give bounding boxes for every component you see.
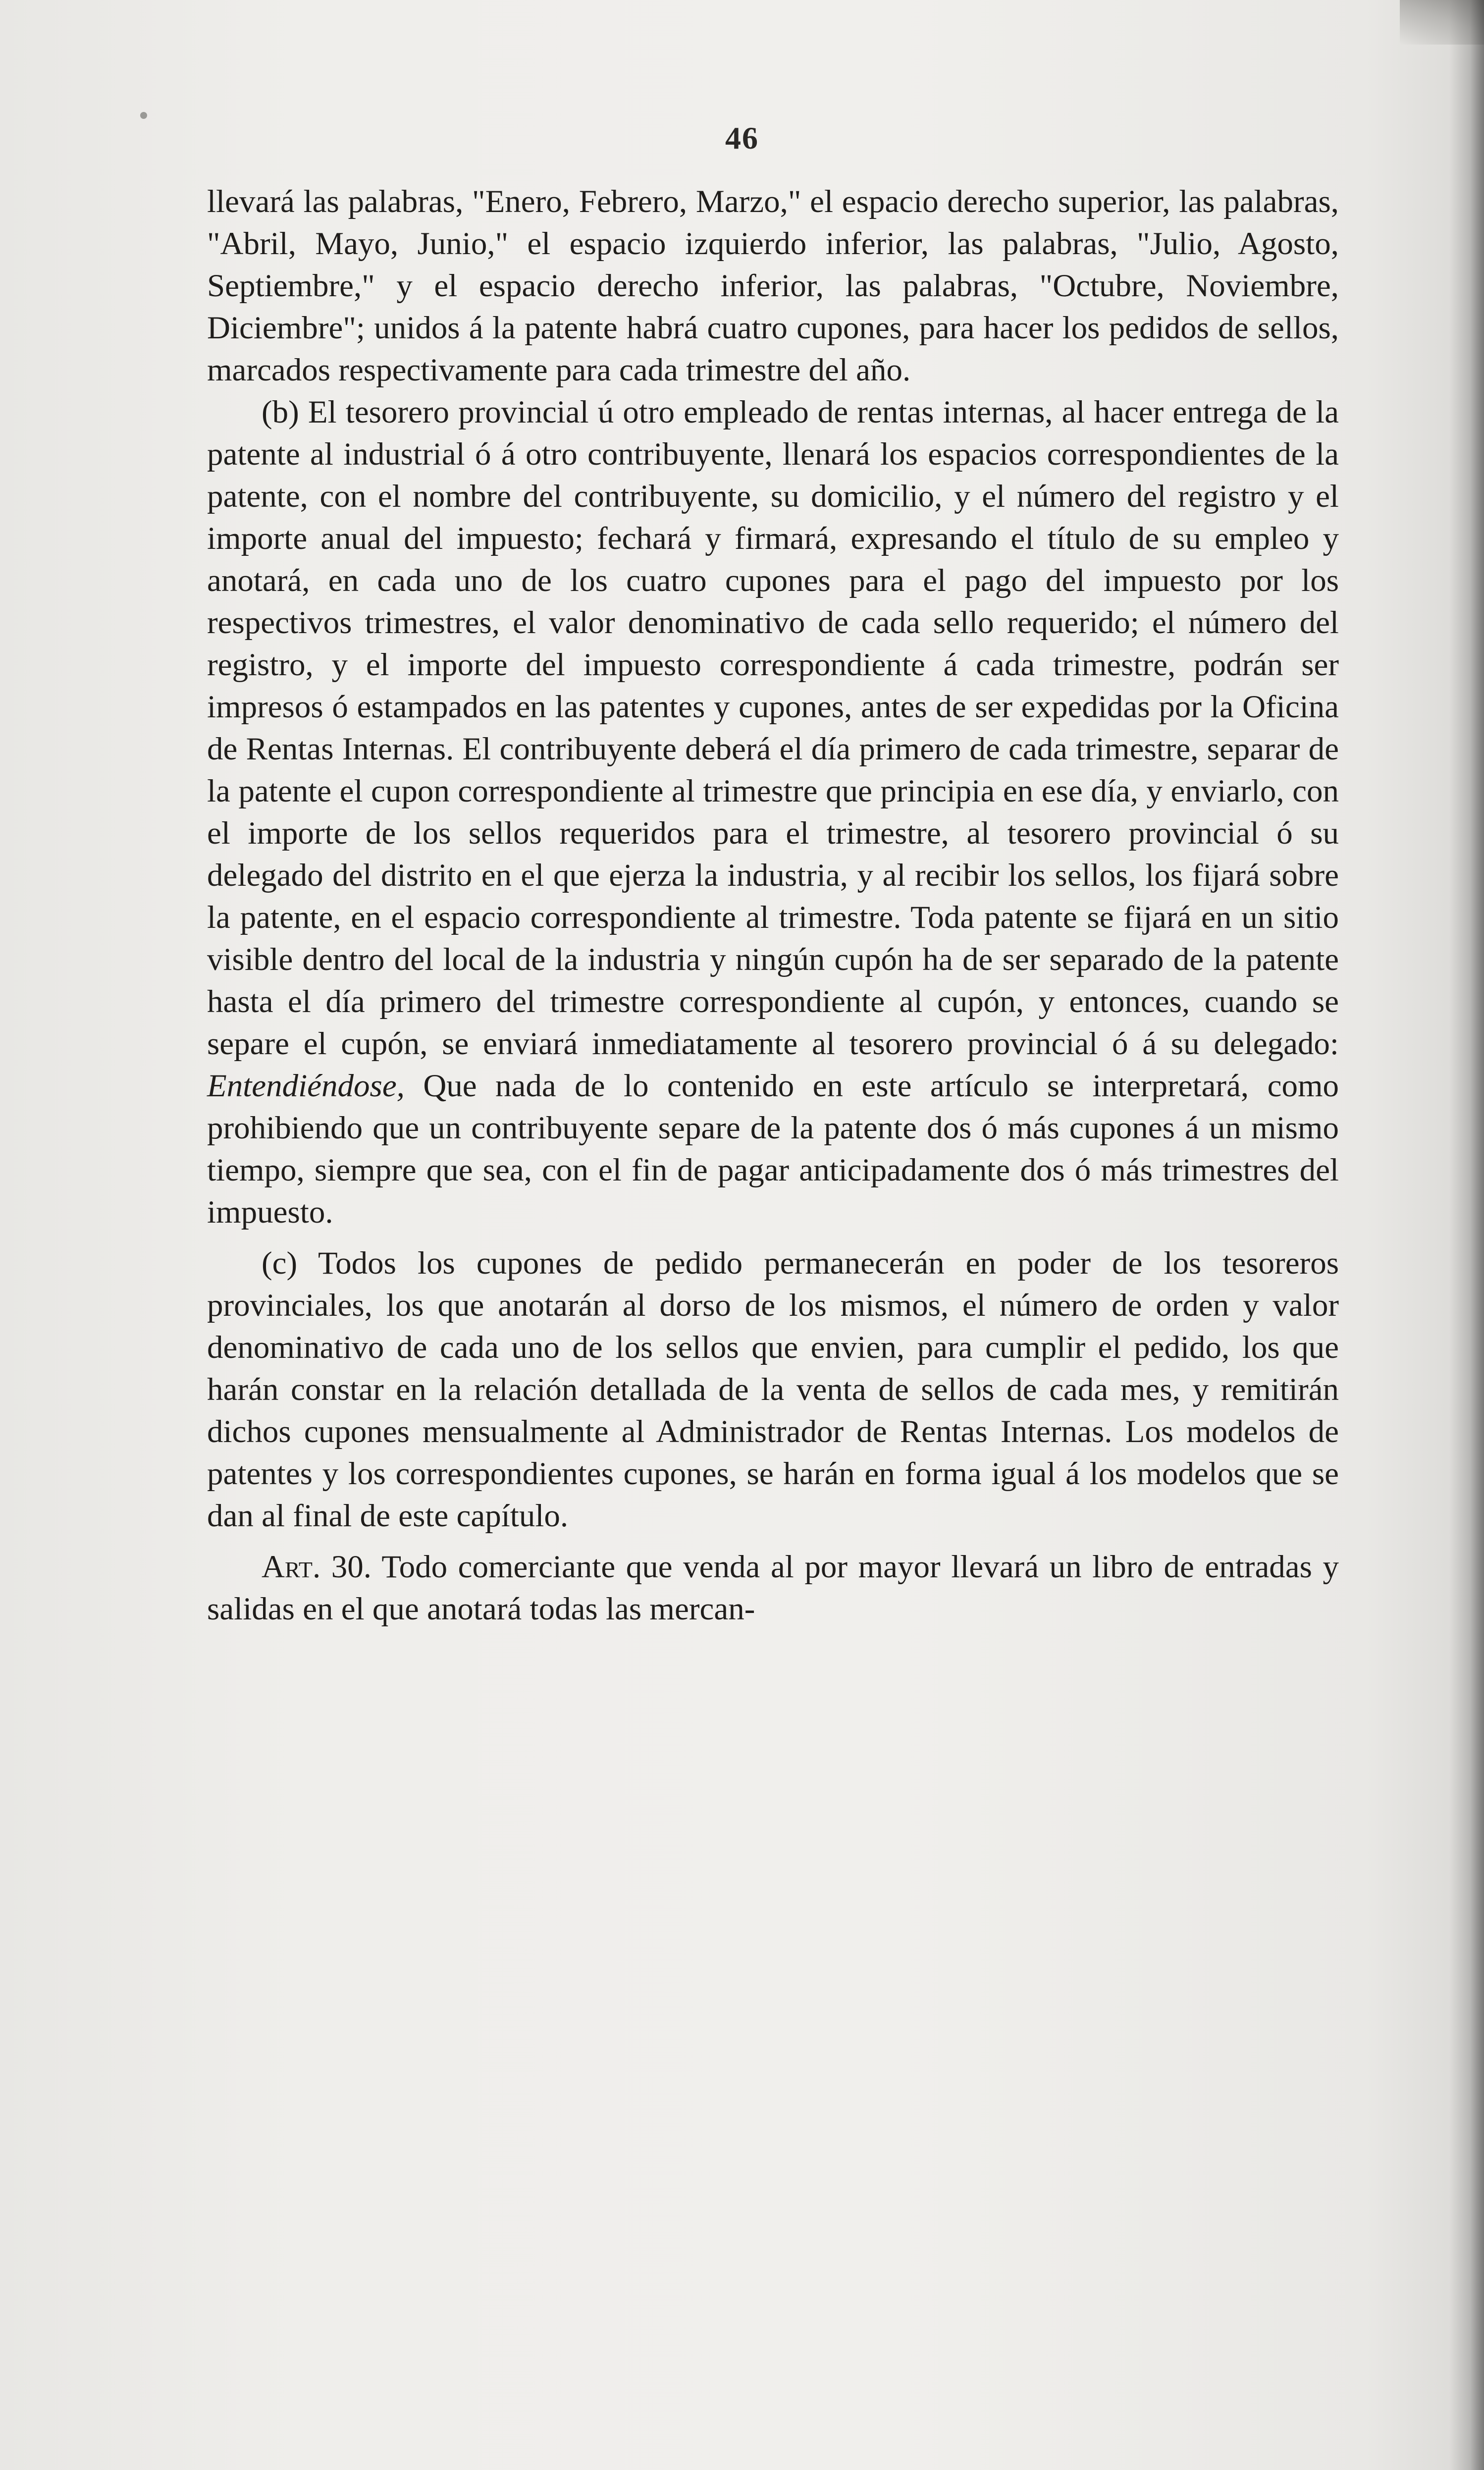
paragraph-b (207, 391, 1339, 1234)
article-30 (207, 1546, 1339, 1630)
page-number: 46 (725, 120, 759, 156)
paragraph-text: (c) Todos los cupones de pedido permanecerán en poder de los tesoreros provinciales, los que anotarán al dorso de los mismos, el número de orden y valor denominativo de cada uno de los sellos que envien, para cumplir el pedido, los que harán constar en la relación detallada de la venta de sellos de cada mes, y remitirán dichos cupones mensualmente al Administrador de Rentas Internas. Los modelos de patentes y los correspondientes cupones, se harán en forma igual á los modelos que se dan al final de este capítulo. (207, 1245, 1339, 1534)
paragraph-text: llevará las palabras, "Enero, Febrero, Marzo," el espacio derecho superior, las palabras, "Abril, Mayo, Junio," el espacio izquierdo inferior, las palabras, "Julio, Agosto, Septiembre," y el espacio derecho inferior, las palabras, "Octubre, Noviembre, Diciembre"; unidos á la patente habrá cuatro cupones, para hacer los pedidos de sellos, marcados respectivamente para cada trimestre del año. (207, 184, 1339, 388)
italic-proviso: Entendiéndose, (207, 1068, 405, 1104)
paragraph-text: 30. Todo comerciante que venda al por mayor llevará un libro de entradas y salidas en el que anotará todas las mercan- (207, 1549, 1339, 1627)
paragraph-text-tail: Que nada de lo contenido en este artículo se interpretará, como prohibiendo que un contribuyente separe de la patente dos ó más cupones á un mismo tiempo, siempre que sea, con el fin de pagar anticipadamente dos ó más trimestres del impuesto. (207, 1068, 1339, 1230)
body-text (207, 181, 1339, 1630)
article-label: Art. (262, 1549, 321, 1585)
paragraph-text: (b) El tesorero provincial ú otro empleado de rentas internas, al hacer entrega de la patente al industrial ó á otro contribuyente, llenará los espacios correspondientes de la patente, con el nombre del contribuyente, su domicilio, y el número del registro y el importe anual del impuesto; fechará y firmará, expresando el título de su empleo y anotará, en cada uno de los cuatro cupones para el pago del impuesto por los respectivos trimestres, el valor denominativo de cada sello requerido; el número del registro, y el importe del impuesto correspondiente á cada trimestre, podrán ser impresos ó estampados en las patentes y cupones, antes de ser expedidas por la Oficina de Rentas Internas. El contribuyente deberá el día primero de cada trimestre, separar de la patente el cupon correspondiente al trimestre que principia en ese día, y enviarlo, con el importe de los sellos requeridos para el trimestre, al tesorero provincial ó su delegado del distrito en el que ejerza la industria, y al recibir los sellos, los fijará sobre la patente, en el espacio correspondiente al trimestre. Toda patente se fijará en un sitio visible dentro del local de la industria y ningún cupón ha de ser separado de la patente hasta el día primero del trimestre correspondiente al cupón, y entonces, cuando se separe el cupón, se enviará inmediatamente al tesorero provincial ó á su delegado: (207, 394, 1339, 1062)
paper-speck (140, 112, 147, 119)
paragraph-continuation (207, 181, 1339, 391)
page-edge-shadow (1449, 0, 1484, 2470)
paragraph-c (207, 1242, 1339, 1537)
